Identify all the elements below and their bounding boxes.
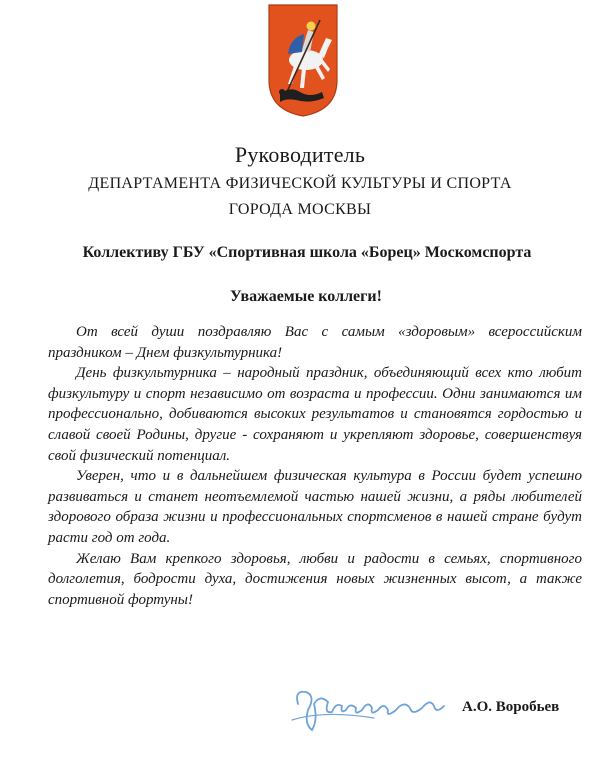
letter-paragraph: Уверен, что и в дальнейшем физическая культура в России будет успешно развиваться и станет неотъемлемой частью нашей жизни, а ряды любителей здорового образа жизни и профессиональных спортсменов в нашей стране будут расти год от года.: [48, 468, 582, 546]
sender-city: ГОРОДА МОСКВЫ: [228, 201, 372, 218]
signer-name: А.О. Воробьев: [462, 699, 560, 715]
letter-paragraph: От всей души поздравляю Вас с самым «здоровым» всероссийским праздником – Днем физкультурника!: [48, 324, 582, 361]
sender-department: ДЕПАРТАМЕНТА ФИЗИЧЕСКОЙ КУЛЬТУРЫ И СПОРТА: [88, 175, 512, 192]
letter-paragraph: День физкультурника – народный праздник, объединяющий всех кто любит физкультуру и спорт независимо от возраста и профессии. Одни занимаются им профессионально, добиваются высоких результатов и становятся гордостью и славой своей Родины, другие - сохраняют и укрепляют здоровье, совершенствуя свой физический потенциал.: [48, 365, 582, 464]
sender-title: Руководитель: [234, 142, 366, 167]
letter-paragraph: Желаю Вам крепкого здоровья, любви и радости в семьях, спортивного долголетия, бодрости духа, достижения новых жизненных высот, а также спортивной фортуны!: [48, 550, 582, 608]
addressee: Коллективу ГБУ «Спортивная школа «Борец» Москомспорта: [82, 244, 532, 261]
salutation: Уважаемые коллеги!: [230, 288, 382, 305]
handwritten-signature-icon: [284, 680, 454, 740]
letter-body: [48, 322, 582, 610]
moscow-coat-of-arms-icon: [266, 2, 340, 118]
